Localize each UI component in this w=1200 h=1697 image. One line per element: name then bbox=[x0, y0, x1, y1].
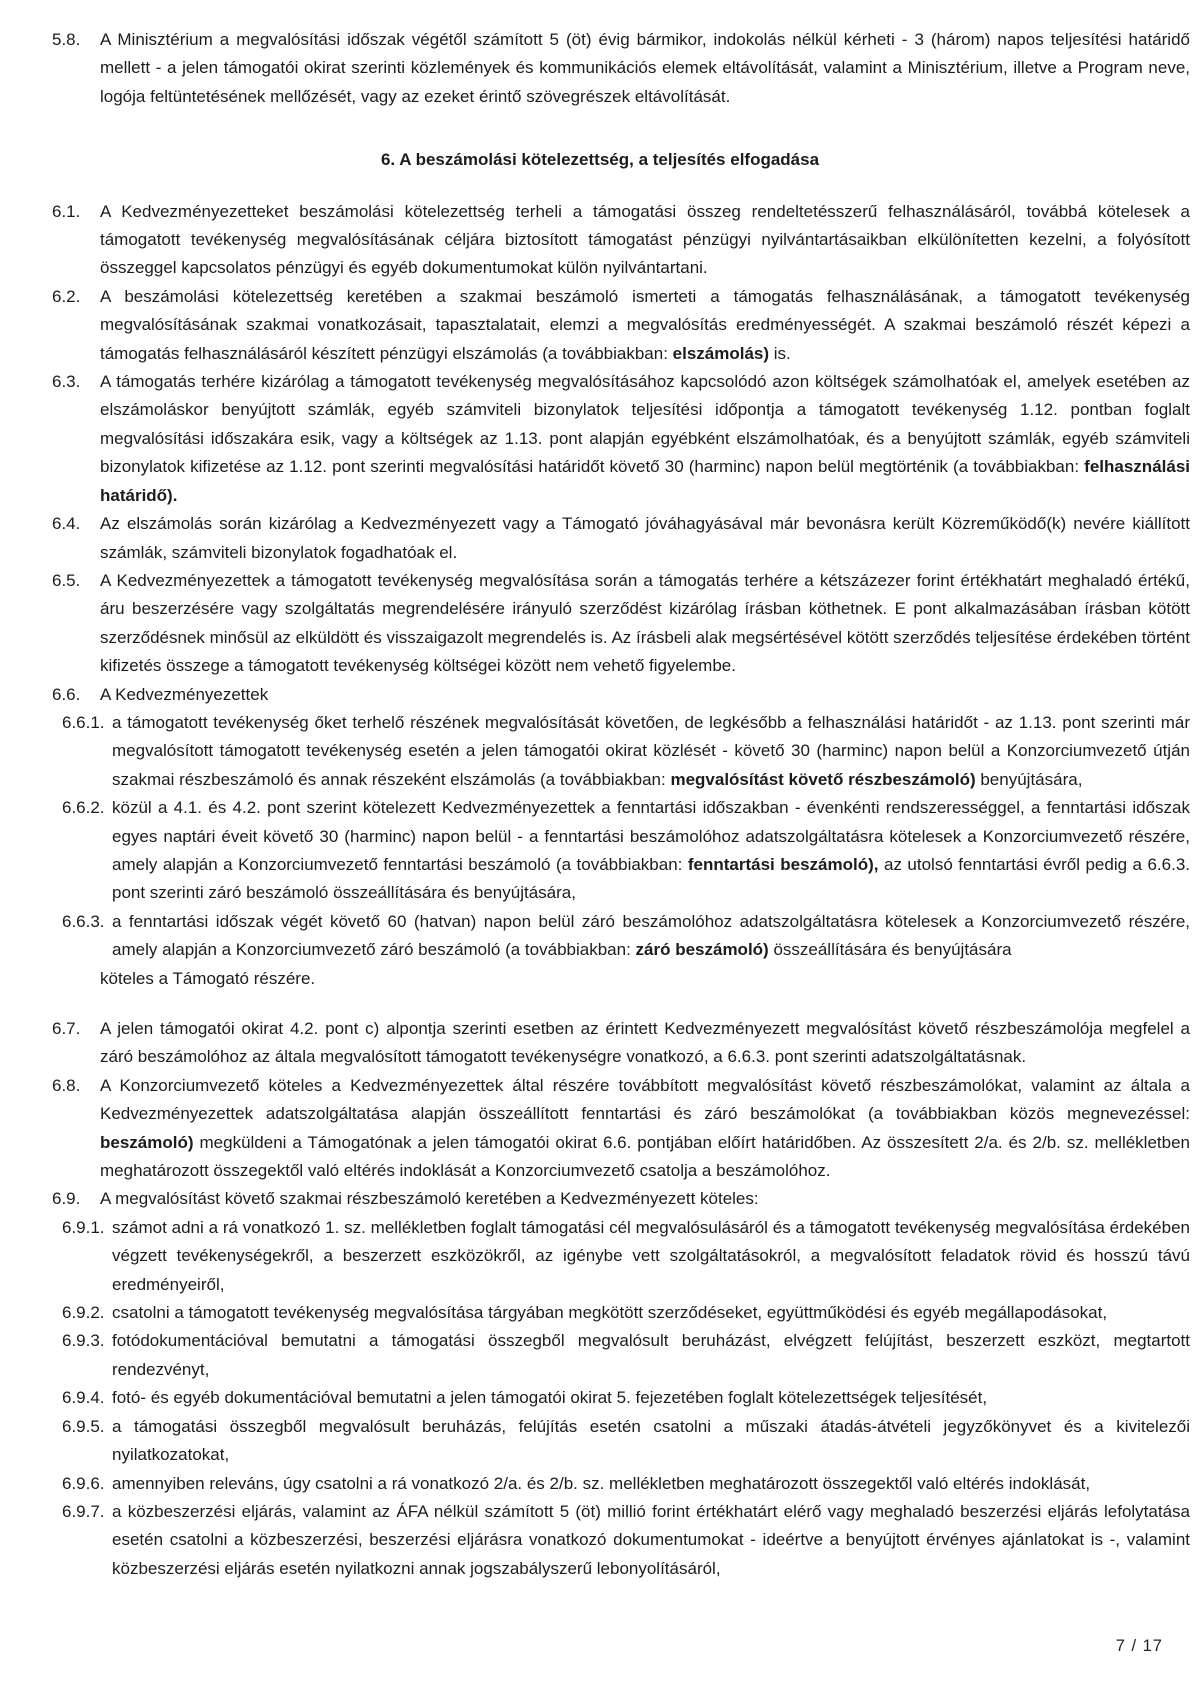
clause-text-bold: beszámoló) bbox=[100, 1132, 194, 1152]
clause-text: a támogatási összegből megvalósult beruházás, felújítás esetén csatolni a műszaki átadás-átvételi jegyzőkönyvet és a kivitelezői nyilatkozatokat, bbox=[112, 1416, 1190, 1465]
clause-number: 6.9.1. bbox=[62, 1217, 105, 1237]
clause-number: 6.9.6. bbox=[62, 1473, 105, 1493]
clause-5-8 bbox=[0, 26, 1200, 111]
page-number: 7 / 17 bbox=[1115, 1637, 1163, 1655]
clause-6-1 bbox=[0, 198, 1200, 283]
document-body bbox=[0, 26, 1200, 1583]
section-heading: 6. A beszámolási kötelezettség, a teljesítés elfogadása bbox=[380, 150, 820, 170]
clause-text-bold: megvalósítást követő részbeszámoló) bbox=[670, 769, 976, 789]
clause-text: A Kedvezményezettek a támogatott tevékenység megvalósítása során a támogatás terhére a kétszázezer forint értékhatárt meghaladó értékű, áru beszerzésére vagy szolgáltatás megrendelésére irányuló szerződést kizárólag írásban köthetnek. E pont alkalmazásában írásban kötött szerződésnek minősül az elküldött és visszaigazolt megrendelés is. Az írásbeli alak megsértésével kötött szerződés teljesítése érdekében történt kifizetés összege a támogatott tevékenység költségei között nem vehető figyelembe. bbox=[100, 570, 1190, 676]
clause-number: 6.6.3. bbox=[62, 911, 105, 931]
clause-6-6 bbox=[0, 681, 1200, 709]
clause-number: 6.7. bbox=[52, 1019, 81, 1038]
clause-number: 6.6. bbox=[52, 684, 81, 704]
clause-number: 6.9.5. bbox=[62, 1416, 105, 1436]
clause-6-9-5 bbox=[0, 1413, 1200, 1470]
clause-text: A beszámolási kötelezettség keretében a szakmai beszámoló ismerteti a támogatás felhasználásának, a támogatott tevékenység megvalósításának szakmai vonatkozásait, tapasztalatait, elemzi a megvalósítás eredményességét. A szakmai beszámoló részét képezi a támogatás felhasználásáról készített pénzügyi elszámolás (a továbbiakban: bbox=[100, 286, 1190, 363]
clause-number: 6.9.2. bbox=[62, 1303, 105, 1323]
clause-text: csatolni a támogatott tevékenység megvalósítása tárgyában megkötött szerződéseket, együttműködési és egyéb megállapodásokat, bbox=[112, 1303, 1108, 1323]
clause-number: 6.8. bbox=[52, 1075, 81, 1095]
clause-text: is. bbox=[769, 343, 791, 363]
clause-number: 6.6.1. bbox=[62, 712, 105, 732]
clause-text: a közbeszerzési eljárás, valamint az ÁFA nélkül számított 5 (öt) millió forint értékhatárt elérő vagy meghaladó beszerzési eljárás lefolytatása esetén csatolni a közbeszerzési, beszerzési eljárásra vonatkozó dokumentumokat - ideértve a benyújtott érvényes ajánlatokat is -, valamint közbeszerzési eljárás esetén nyilatkozni annak jogszabályszerű lebonyolításáról, bbox=[112, 1501, 1190, 1578]
clause-text: közül a 4.1. és 4.2. pont szerint kötelezett Kedvezményezettek a fenntartási időszakban - évenkénti rendszerességgel, a fenntartási időszak egyes naptári éveit követő 30 (harminc) napon belül - a fenntartási beszámolóhoz adatszolgáltatásra kötelesek a Konzorciumvezető részére, amely alapján a Konzorciumvezető fenntartási beszámoló (a továbbiakban: bbox=[112, 798, 1190, 874]
clause-6-9-6 bbox=[0, 1470, 1200, 1498]
clause-text: Az elszámolás során kizárólag a Kedvezményezett vagy a Támogató jóváhagyásával már bevonásra került Közreműködő(k) nevére kiállított számlák, számviteli bizonylatok fogadhatóak el. bbox=[100, 514, 1190, 562]
clause-text: megküldeni a Támogatónak a jelen támogatói okirat 6.6. pontjában előírt határidőben. Az összesített 2/a. és 2/b. sz. mellékletben meghatározott összegektől való eltérés indoklását a Konzorciumvezető csatolja a beszámolóhoz. bbox=[100, 1132, 1190, 1181]
clause-text: a fenntartási időszak végét követő 60 (hatvan) napon belül záró beszámolóhoz adatszolgáltatásra kötelesek a Konzorciumvezető részére, amely alapján a Konzorciumvezető záró beszámoló (a továbbiakban: bbox=[112, 911, 1190, 960]
clause-text: A Konzorciumvezető köteles a Kedvezményezettek által részére továbbított megvalósítást követő részbeszámolókat, valamint az általa a Kedvezményezettek adatszolgáltatása alapján összeállított fenntartási és záró beszámolókat (a továbbiakban közös megnevezéssel: bbox=[100, 1075, 1190, 1124]
clause-text: köteles a Támogató részére. bbox=[100, 968, 316, 988]
clause-text: a támogatott tevékenység őket terhelő részének megvalósítását követően, de legkésőbb a felhasználási határidőt - az 1.13. pont szerinti már megvalósított támogatott tevékenység esetén a jelen támogatói okirat közlését - követő 30 (harminc) napon belül a Konzorciumvezető útján szakmai részbeszámoló és annak részeként elszámolás (a továbbiakban: bbox=[112, 712, 1190, 789]
clause-6-6-2 bbox=[0, 794, 1200, 908]
clause-number: 6.1. bbox=[52, 201, 81, 221]
clause-number: 6.9.3. bbox=[62, 1331, 105, 1351]
clause-text: A Minisztérium a megvalósítási időszak végétől számított 5 (öt) évig bármikor, indokolás nélkül kérheti - 3 (három) napos teljesítési határidő mellett - a jelen támogatói okirat szerinti közlemények és kommunikációs elemek eltávolítását, valamint a Minisztérium, illetve a Program neve, logója feltüntetésének mellőzését, vagy az ezeket érintő szövegrészek eltávolítását. bbox=[100, 30, 1190, 106]
clause-number: 6.9.4. bbox=[62, 1388, 105, 1408]
clause-text: A megvalósítást követő szakmai részbeszámoló keretében a Kedvezményezett köteles: bbox=[100, 1189, 759, 1209]
clause-number: 6.5. bbox=[52, 570, 81, 590]
clause-text-bold: záró beszámoló) bbox=[635, 940, 769, 960]
clause-text: összeállítására és benyújtására bbox=[768, 940, 1012, 960]
clause-6-9-1 bbox=[0, 1214, 1200, 1299]
clause-text: A Kedvezményezettek bbox=[100, 684, 269, 704]
clause-text: amennyiben releváns, úgy csatolni a rá vonatkozó 2/a. és 2/b. sz. mellékletben meghatározott összegektől való eltérés indoklását, bbox=[112, 1473, 1091, 1493]
clause-number: 6.6.2. bbox=[62, 798, 105, 818]
clause-6-3 bbox=[0, 368, 1200, 510]
clause-6-6-3 bbox=[0, 908, 1200, 965]
clause-text: fotódokumentációval bemutatni a támogatási összegből megvalósult beruházást, elvégzett felújítást, beszerzett eszközt, megtartott rendezvényt, bbox=[112, 1331, 1190, 1379]
clause-text: számot adni a rá vonatkozó 1. sz. mellékletben foglalt támogatási cél megvalósulásáról és a támogatott tevékenység megvalósítása érdekében végzett tevékenységekről, a beszerzett eszközökről, az igénybe vett szolgáltatásokról, a megvalósított feladatok rövid és hosszú távú eredményeiről, bbox=[112, 1217, 1190, 1294]
clause-6-9 bbox=[0, 1185, 1200, 1213]
clause-number: 6.9.7. bbox=[62, 1501, 105, 1521]
clause-text: az utolsó fenntartási évről pedig a 6.6.3. pont szerinti záró beszámoló összeállítására és benyújtására, bbox=[112, 854, 1190, 903]
clause-number: 6.3. bbox=[52, 372, 81, 392]
clause-6-9-4 bbox=[0, 1384, 1200, 1412]
clause-6-9-7 bbox=[0, 1498, 1200, 1583]
clause-number: 6.4. bbox=[52, 514, 81, 534]
clause-text-bold: elszámolás) bbox=[672, 343, 770, 363]
clause-6-2 bbox=[0, 283, 1200, 368]
clause-number: 6.2. bbox=[52, 286, 81, 306]
clause-6-6-1 bbox=[0, 709, 1200, 794]
clause-number: 6.9. bbox=[52, 1189, 81, 1209]
clause-text: fotó- és egyéb dokumentációval bemutatni a jelen támogatói okirat 5. fejezetében foglalt kötelezettségek teljesítését, bbox=[112, 1388, 988, 1408]
clause-6-8 bbox=[0, 1072, 1200, 1186]
clause-text-bold: felhasználási határidő). bbox=[100, 457, 1190, 505]
clause-continuation bbox=[0, 965, 1200, 993]
clause-text: A támogatás terhére kizárólag a támogatott tevékenység megvalósításához kapcsolódó azon költségek számolhatóak el, amelyek esetében az elszámoláskor benyújtott számlák, egyéb számviteli bizonylatok teljesítési időpontja a támogatott tevékenység 1.12. pontban foglalt megvalósítási időszakára esik, vagy a költségek az 1.13. pont alapján egyébként elszámolhatóak, és a benyújtott számlák, egyéb számviteli bizonylatok kifizetése az 1.12. pont szerinti megvalósítási határidőt követő 30 (harminc) napon belül megtörténik (a továbbiakban: bbox=[100, 372, 1190, 477]
clause-text: A jelen támogatói okirat 4.2. pont c) alpontja szerinti esetben az érintett Kedvezményezett megvalósítást követő részbeszámolója megfelel a záró beszámolóhoz az általa megvalósított támogatott tevékenységre vonatkozó, a 6.6.3. pont szerinti adatszolgáltatásnak. bbox=[100, 1019, 1190, 1067]
clause-text: A Kedvezményezetteket beszámolási kötelezettség terheli a támogatási összeg rendeltetésszerű felhasználásáról, továbbá kötelesek a támogatott tevékenység megvalósításának céljára biztosított támogatást pénzügyi nyilvántartásaikban elkülönítetten kezelni, a folyósított összeggel kapcsolatos pénzügyi és egyéb dokumentumokat külön nyilvántartani. bbox=[100, 201, 1190, 278]
clause-6-9-3 bbox=[0, 1327, 1200, 1384]
clause-6-4 bbox=[0, 510, 1200, 567]
clause-text: benyújtására, bbox=[975, 769, 1083, 789]
clause-6-9-2 bbox=[0, 1299, 1200, 1327]
clause-6-5 bbox=[0, 567, 1200, 681]
clause-text-bold: fenntartási beszámoló), bbox=[687, 854, 879, 874]
clause-6-7 bbox=[0, 1015, 1200, 1072]
clause-number: 5.8. bbox=[52, 30, 81, 49]
